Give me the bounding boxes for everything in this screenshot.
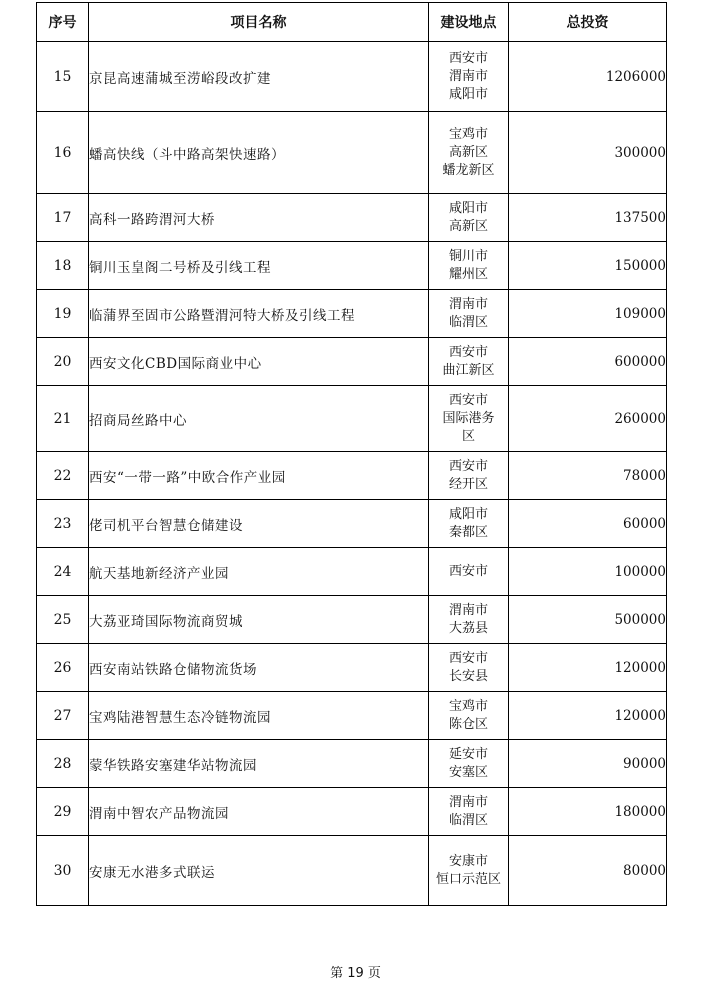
project-location [429, 836, 509, 906]
table-header-row [37, 3, 667, 42]
location-line: 西安市 [448, 650, 488, 666]
project-location [429, 338, 509, 386]
project-table [36, 2, 667, 906]
total-investment: 150000 [509, 242, 667, 290]
location-line: 渭南市 [448, 794, 488, 810]
project-location [429, 596, 509, 644]
project-name: 渭南中智农产品物流园 [89, 788, 429, 836]
row-number: 29 [37, 788, 89, 836]
project-name: 航天基地新经济产业园 [89, 548, 429, 596]
table-row [37, 42, 667, 112]
header-location: 建设地点 [429, 3, 509, 42]
project-location [429, 194, 509, 242]
table-row [37, 596, 667, 644]
total-investment: 60000 [509, 500, 667, 548]
location-line: 秦都区 [448, 524, 488, 540]
location-line: 宝鸡市 [448, 698, 488, 714]
table-row [37, 386, 667, 452]
location-line: 延安市 [448, 746, 488, 762]
row-number: 27 [37, 692, 89, 740]
project-location [429, 692, 509, 740]
project-location [429, 788, 509, 836]
project-name: 京昆高速蒲城至涝峪段改扩建 [89, 42, 429, 112]
location-line: 大荔县 [448, 620, 488, 636]
total-investment: 600000 [509, 338, 667, 386]
table-row [37, 500, 667, 548]
location-line: 经开区 [448, 476, 488, 492]
table-row [37, 290, 667, 338]
location-line: 西安市 [448, 50, 488, 66]
location-line: 铜川市 [448, 248, 488, 264]
project-name: 安康无水港多式联运 [89, 836, 429, 906]
row-number: 22 [37, 452, 89, 500]
location-line: 咸阳市 [448, 506, 488, 522]
table-row [37, 242, 667, 290]
total-investment: 100000 [509, 548, 667, 596]
location-line: 渭南市 [448, 296, 488, 312]
location-line: 长安县 [448, 668, 488, 684]
total-investment: 180000 [509, 788, 667, 836]
total-investment: 109000 [509, 290, 667, 338]
row-number: 20 [37, 338, 89, 386]
project-location [429, 452, 509, 500]
row-number: 30 [37, 836, 89, 906]
location-line: 西安市 [448, 392, 488, 408]
location-line: 咸阳市 [448, 86, 488, 102]
location-line: 西安市 [448, 563, 488, 579]
table-row [37, 112, 667, 194]
location-line: 西安市 [448, 344, 488, 360]
row-number: 16 [37, 112, 89, 194]
total-investment: 1206000 [509, 42, 667, 112]
row-number: 23 [37, 500, 89, 548]
location-line: 渭南市 [448, 68, 488, 84]
header-investment: 总投资 [509, 3, 667, 42]
table-row [37, 788, 667, 836]
project-name: 高科一路跨渭河大桥 [89, 194, 429, 242]
location-line: 安康市 [448, 853, 488, 869]
table-row [37, 194, 667, 242]
row-number: 18 [37, 242, 89, 290]
project-name: 大荔亚琦国际物流商贸城 [89, 596, 429, 644]
location-line: 高新区 [448, 144, 488, 160]
table-row [37, 644, 667, 692]
project-name: 佬司机平台智慧仓储建设 [89, 500, 429, 548]
project-location [429, 242, 509, 290]
project-name: 西安“一带一路”中欧合作产业园 [89, 452, 429, 500]
project-name: 西安南站铁路仓储物流货场 [89, 644, 429, 692]
table-row [37, 548, 667, 596]
location-line: 耀州区 [448, 266, 488, 282]
project-name: 临蒲界至固市公路暨渭河特大桥及引线工程 [89, 290, 429, 338]
table-row [37, 740, 667, 788]
total-investment: 120000 [509, 692, 667, 740]
row-number: 17 [37, 194, 89, 242]
total-investment: 137500 [509, 194, 667, 242]
location-line: 咸阳市 [448, 200, 488, 216]
table-row [37, 692, 667, 740]
project-location [429, 740, 509, 788]
project-name: 蒙华铁路安塞建华站物流园 [89, 740, 429, 788]
location-line: 区 [461, 428, 475, 444]
project-location [429, 548, 509, 596]
project-location [429, 112, 509, 194]
total-investment: 78000 [509, 452, 667, 500]
project-location [429, 644, 509, 692]
row-number: 26 [37, 644, 89, 692]
project-name: 铜川玉皇阁二号桥及引线工程 [89, 242, 429, 290]
location-line: 临渭区 [448, 812, 488, 828]
project-name: 宝鸡陆港智慧生态冷链物流园 [89, 692, 429, 740]
project-location [429, 500, 509, 548]
project-name: 招商局丝路中心 [89, 386, 429, 452]
row-number: 19 [37, 290, 89, 338]
row-number: 24 [37, 548, 89, 596]
header-no: 序号 [37, 3, 89, 42]
row-number: 21 [37, 386, 89, 452]
header-name: 项目名称 [89, 3, 429, 42]
location-line: 曲江新区 [442, 362, 495, 378]
table-row [37, 836, 667, 906]
project-location [429, 290, 509, 338]
total-investment: 300000 [509, 112, 667, 194]
location-line: 蟠龙新区 [442, 162, 495, 178]
total-investment: 80000 [509, 836, 667, 906]
row-number: 25 [37, 596, 89, 644]
location-line: 恒口示范区 [435, 871, 501, 887]
total-investment: 260000 [509, 386, 667, 452]
row-number: 28 [37, 740, 89, 788]
total-investment: 120000 [509, 644, 667, 692]
location-line: 西安市 [448, 458, 488, 474]
page-number: 第 19 页 [330, 966, 381, 981]
location-line: 安塞区 [448, 764, 488, 780]
project-location [429, 386, 509, 452]
table-row [37, 452, 667, 500]
project-name: 西安文化CBD国际商业中心 [89, 338, 429, 386]
location-line: 临渭区 [448, 314, 488, 330]
location-line: 陈仓区 [448, 716, 488, 732]
location-line: 渭南市 [448, 602, 488, 618]
total-investment: 500000 [509, 596, 667, 644]
location-line: 宝鸡市 [448, 126, 488, 142]
location-line: 国际港务 [442, 410, 495, 426]
row-number: 15 [37, 42, 89, 112]
project-location [429, 42, 509, 112]
location-line: 高新区 [448, 218, 488, 234]
total-investment: 90000 [509, 740, 667, 788]
project-name: 蟠高快线（斗中路高架快速路） [89, 112, 429, 194]
table-row [37, 338, 667, 386]
